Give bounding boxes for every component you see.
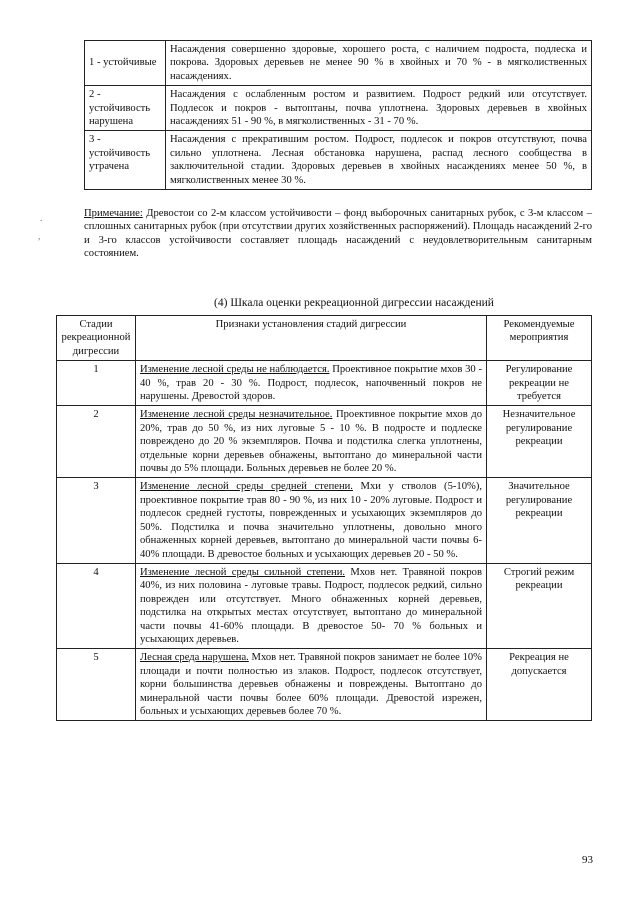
- sustainability-level-cell: 3 - устойчивость утрачена: [85, 131, 166, 190]
- sustainability-table: [84, 40, 592, 190]
- stage-number: 5: [57, 649, 136, 721]
- note-label: Примечание:: [84, 208, 143, 219]
- sustainability-level-cell: 2 - устойчивость нарушена: [85, 86, 166, 131]
- stage-measure: Незначительное регулирование рекреации: [487, 406, 592, 478]
- stage-number: 3: [57, 478, 136, 563]
- stage-signs: [136, 649, 487, 721]
- stage-measure: Регулирование рекреации не требуется: [487, 361, 592, 406]
- table-row: [57, 406, 592, 478]
- stage-lead: Изменение лесной среды не наблюдается.: [140, 364, 330, 376]
- header-stage: Стадии рекреационной дигрессии: [57, 316, 136, 361]
- sustainability-description-cell: Насаждения с прекратившим ростом. Подрост, подлесок и покров отсутствуют, почва сильно уплотнена. Лесная обстановка нарушена, распад лесного сообщества в заключительной стадии. Здоровых деревьев в хвойных насаждениях менее 50 %, в мягколиственных менее 30 %.: [166, 131, 592, 190]
- sustainability-level-cell: 1 - устойчивые: [85, 41, 166, 86]
- digression-table: [56, 315, 592, 721]
- stage-number: 1: [57, 361, 136, 406]
- table-row: [57, 478, 592, 563]
- stage-text: Мхов нет. Травяной покров 40%, из них половина - луговые травы. Подрост, подлесок редкий, сильно поврежден или отсутствует. Много обнаженных корней деревьев, подстилка на открытых местах отсутствует, вытоптано до минеральной части почвы 41-60% площади. В древостое 50- 70 % больных и усыхающих деревьев.: [140, 566, 482, 645]
- table-row: [57, 563, 592, 648]
- stage-measure: Значительное регулирование рекреации: [487, 478, 592, 563]
- table-row: [85, 41, 592, 86]
- section-title: (4) Шкала оценки рекреационной дигрессии насаждений: [214, 297, 494, 309]
- note-paragraph: [84, 207, 592, 261]
- note-text: Древостои со 2-м классом устойчивости – фонд выборочных санитарных рубок, с 3-м классом – сплошных санитарных рубок (при отсутствии других хозяйственных распоряжений). Площадь насаждений 2-го и 3-го классов устойчивости составляет площадь насаждений с неудовлетворительным санитарным состоянием.: [84, 208, 592, 260]
- stage-measure: Рекреация не допускается: [487, 649, 592, 721]
- scan-mark: ,: [38, 231, 41, 241]
- stage-text: Мхов нет. Травяной покров занимает не более 10% площади и почти полностью из злаков. Подрост, подлесок отсутствует, корни большинства деревьев обнажены и повреждены. Вытоптано до минеральной части почвы более 60% площади. Древостой изрежен, больных и усыхающих деревьев более 70 %.: [140, 652, 483, 717]
- stage-number: 4: [57, 563, 136, 648]
- table-row: [85, 86, 592, 131]
- stage-signs: [136, 361, 487, 406]
- stage-lead: Изменение лесной среды средней степени.: [140, 481, 353, 493]
- table-row: [57, 361, 592, 406]
- stage-text: Проективное покрытие мхов 30 - 40 %, трав 20 - 30 %. Подрост, подлесок, напочвенный покров не нарушены. Древостой здоров.: [140, 364, 482, 403]
- stage-signs: [136, 563, 487, 648]
- stage-measure: Строгий режим рекреации: [487, 563, 592, 648]
- header-measures: Рекомендуемые мероприятия: [487, 316, 592, 361]
- stage-number: 2: [57, 406, 136, 478]
- page-number: 93: [582, 854, 593, 866]
- stage-text: Мхи у стволов (5-10%), проективное покрытие трав 80 - 90 %, из них 10 - 20% луговые. Подрост и подлесок средней густоты, поврежденных и усыхающих экземпляров до 50%. Подстилка и почва значительно уплотнены, довольно много обнаженных корней деревьев, вытоптано до минеральной части почвы 6-40% площади. В древостое больных и усыхающих деревьев 20 - 50 %.: [140, 481, 482, 560]
- sustainability-description-cell: Насаждения совершенно здоровые, хорошего роста, с наличием подроста, подлеска и покрова. Здоровых деревьев не менее 90 % в хвойных и 70 % - в мягколиственных насаждениях.: [166, 41, 592, 86]
- table-row: [57, 649, 592, 721]
- header-signs: Признаки установления стадий дигрессии: [136, 316, 487, 361]
- stage-lead: Изменение лесной среды сильной степени.: [140, 566, 346, 578]
- stage-text: Проективное покрытие мхов до 20%, трав до 50 %, из них луговые 5 - 10 %. В подросте и подлеске повреждено до 20 % экземпляров. Почва и подстилка слегка уплотнены, отдельные корни деревьев обнажены, вытоптано до минеральной части почвы до 5% площади. Больных деревьев не более 20 %.: [140, 409, 482, 475]
- sustainability-description-cell: Насаждения с ослабленным ростом и развитием. Подрост редкий или отсутствует. Подлесок и покров - вытоптаны, почва уплотнена. Здоровых деревьев в хвойных насаждениях 51 - 90 %, в мягколиственных - 31 - 70 %.: [166, 86, 592, 131]
- stage-signs: [136, 478, 487, 563]
- scan-mark: .: [40, 213, 43, 223]
- table-row: [85, 131, 592, 190]
- table-header-row: [57, 316, 592, 361]
- stage-lead: Лесная среда нарушена.: [140, 652, 249, 664]
- stage-lead: Изменение лесной среды незначительное.: [140, 409, 333, 421]
- stage-signs: [136, 406, 487, 478]
